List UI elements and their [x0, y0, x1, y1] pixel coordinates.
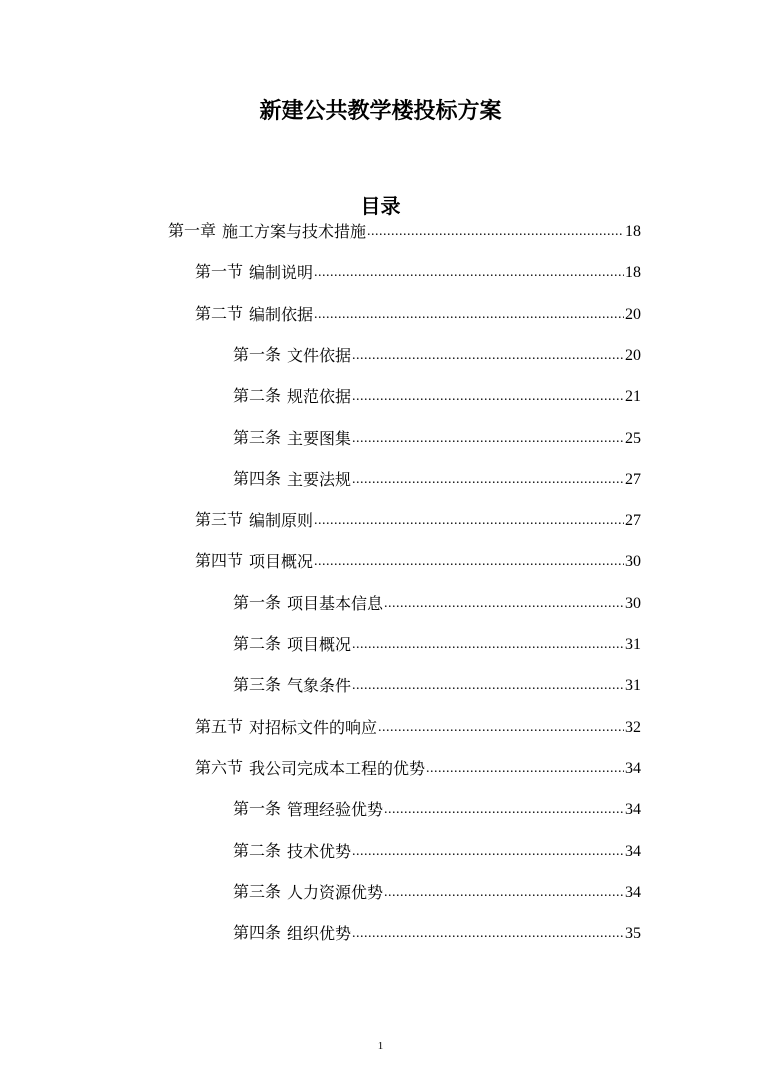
dot-leader — [384, 798, 624, 822]
toc-entry-number: 第二节 — [195, 305, 244, 323]
dot-leader — [352, 468, 624, 492]
dot-leader — [352, 427, 624, 451]
toc-entry-number: 第二条 — [233, 388, 282, 406]
toc-entry-page: 32 — [625, 718, 641, 736]
toc-entry-title: 我公司完成本工程的优势 — [249, 758, 426, 778]
toc-entry-page: 34 — [625, 883, 641, 901]
dot-leader — [314, 303, 624, 327]
toc-entry-page: 27 — [625, 470, 641, 488]
toc-entry-page: 27 — [625, 512, 641, 530]
toc-entry-page: 34 — [625, 801, 641, 819]
toc-entry-title: 气象条件 — [287, 676, 352, 696]
dot-leader — [352, 674, 624, 698]
toc-entry[interactable] — [195, 550, 641, 574]
toc-entry-number: 第一条 — [233, 594, 282, 612]
toc-entry[interactable] — [195, 716, 641, 740]
toc-entry-page: 20 — [625, 346, 641, 364]
page-number: 1 — [377, 1040, 384, 1052]
toc-entry[interactable] — [195, 757, 641, 781]
dot-leader — [314, 261, 624, 285]
toc-entry-page: 34 — [625, 759, 641, 777]
dot-leader — [352, 633, 624, 657]
toc-entry-number: 第四条 — [233, 470, 282, 488]
toc-entry-title: 管理经验优势 — [287, 800, 384, 820]
toc-entry[interactable] — [233, 427, 641, 451]
toc-entry-number: 第二条 — [233, 842, 282, 860]
toc-entry[interactable] — [233, 881, 641, 905]
toc-entry-page: 30 — [625, 553, 641, 571]
dot-leader — [352, 922, 624, 946]
toc-entry[interactable] — [233, 674, 641, 698]
toc-entry-title: 项目概况 — [249, 552, 314, 572]
toc-entry-number: 第二条 — [233, 636, 282, 653]
toc-entry-number: 第四节 — [195, 553, 244, 571]
dot-leader — [426, 757, 624, 781]
toc-entry-number: 第一条 — [233, 801, 282, 819]
dot-leader — [378, 716, 624, 740]
toc-entry-page: 25 — [625, 429, 641, 447]
dot-leader — [384, 881, 624, 905]
toc-entry[interactable] — [233, 840, 641, 864]
toc-entry[interactable] — [233, 385, 641, 409]
toc-entry[interactable] — [195, 303, 641, 327]
toc-entry-number: 第一节 — [195, 264, 244, 282]
toc-entry[interactable] — [168, 220, 641, 244]
toc-entry-title: 组织优势 — [287, 924, 352, 944]
toc-entry-title: 主要图集 — [287, 428, 352, 448]
toc-entry-title: 人力资源优势 — [287, 882, 384, 902]
toc-entry-title: 编制说明 — [249, 263, 314, 283]
toc-heading: 目录 — [360, 194, 401, 218]
toc-entry-page: 34 — [625, 842, 641, 860]
document-title: 新建公共教学楼投标方案 — [259, 99, 502, 124]
toc-entry-number: 第三节 — [195, 512, 244, 530]
toc-entry[interactable] — [195, 261, 641, 285]
toc-entry-title: 文件依据 — [287, 345, 352, 365]
toc-entry-title: 编制原则 — [249, 511, 314, 531]
toc-entry-title: 规范依据 — [287, 387, 352, 407]
dot-leader — [352, 344, 624, 368]
toc-entry[interactable] — [233, 344, 641, 368]
dot-leader — [314, 509, 624, 533]
toc-entry-title: 项目概况 — [287, 635, 352, 654]
toc-entry-page: 35 — [625, 925, 641, 943]
toc-entry-title: 主要法规 — [287, 469, 352, 489]
toc-entry-title: 施工方案与技术措施 — [222, 222, 367, 241]
toc-entry[interactable] — [233, 592, 641, 616]
toc-entry[interactable] — [233, 798, 641, 822]
toc-entry-number: 第三条 — [233, 883, 282, 901]
toc-entry[interactable] — [233, 633, 641, 657]
toc-entry[interactable] — [195, 509, 641, 533]
dot-leader — [352, 385, 624, 409]
toc-entry[interactable] — [233, 468, 641, 492]
toc-entry-number: 第一章 — [168, 223, 217, 240]
toc-entry-number: 第一条 — [233, 346, 282, 364]
toc-entry-page: 31 — [625, 677, 641, 695]
toc-entry-number: 第三条 — [233, 677, 282, 695]
toc-entry-page: 18 — [625, 223, 641, 240]
toc-entry[interactable] — [233, 922, 641, 946]
toc-entry-title: 技术优势 — [287, 841, 352, 861]
toc-entry-title: 编制依据 — [249, 304, 314, 324]
dot-leader — [314, 550, 624, 574]
toc-entry-page: 18 — [625, 264, 641, 282]
toc-entry-page: 30 — [625, 594, 641, 612]
toc-entry-number: 第六节 — [195, 759, 244, 777]
toc-entry-number: 第三条 — [233, 429, 282, 447]
toc-entry-page: 21 — [625, 388, 641, 406]
toc-entry-number: 第四条 — [233, 925, 282, 943]
toc-entry-title: 项目基本信息 — [287, 593, 384, 613]
dot-leader — [367, 220, 624, 244]
toc-entry-page: 31 — [625, 636, 641, 653]
dot-leader — [384, 592, 624, 616]
toc-entry-title: 对招标文件的响应 — [249, 717, 378, 737]
toc-entry-number: 第五节 — [195, 718, 244, 736]
dot-leader — [352, 840, 624, 864]
toc-entry-page: 20 — [625, 305, 641, 323]
